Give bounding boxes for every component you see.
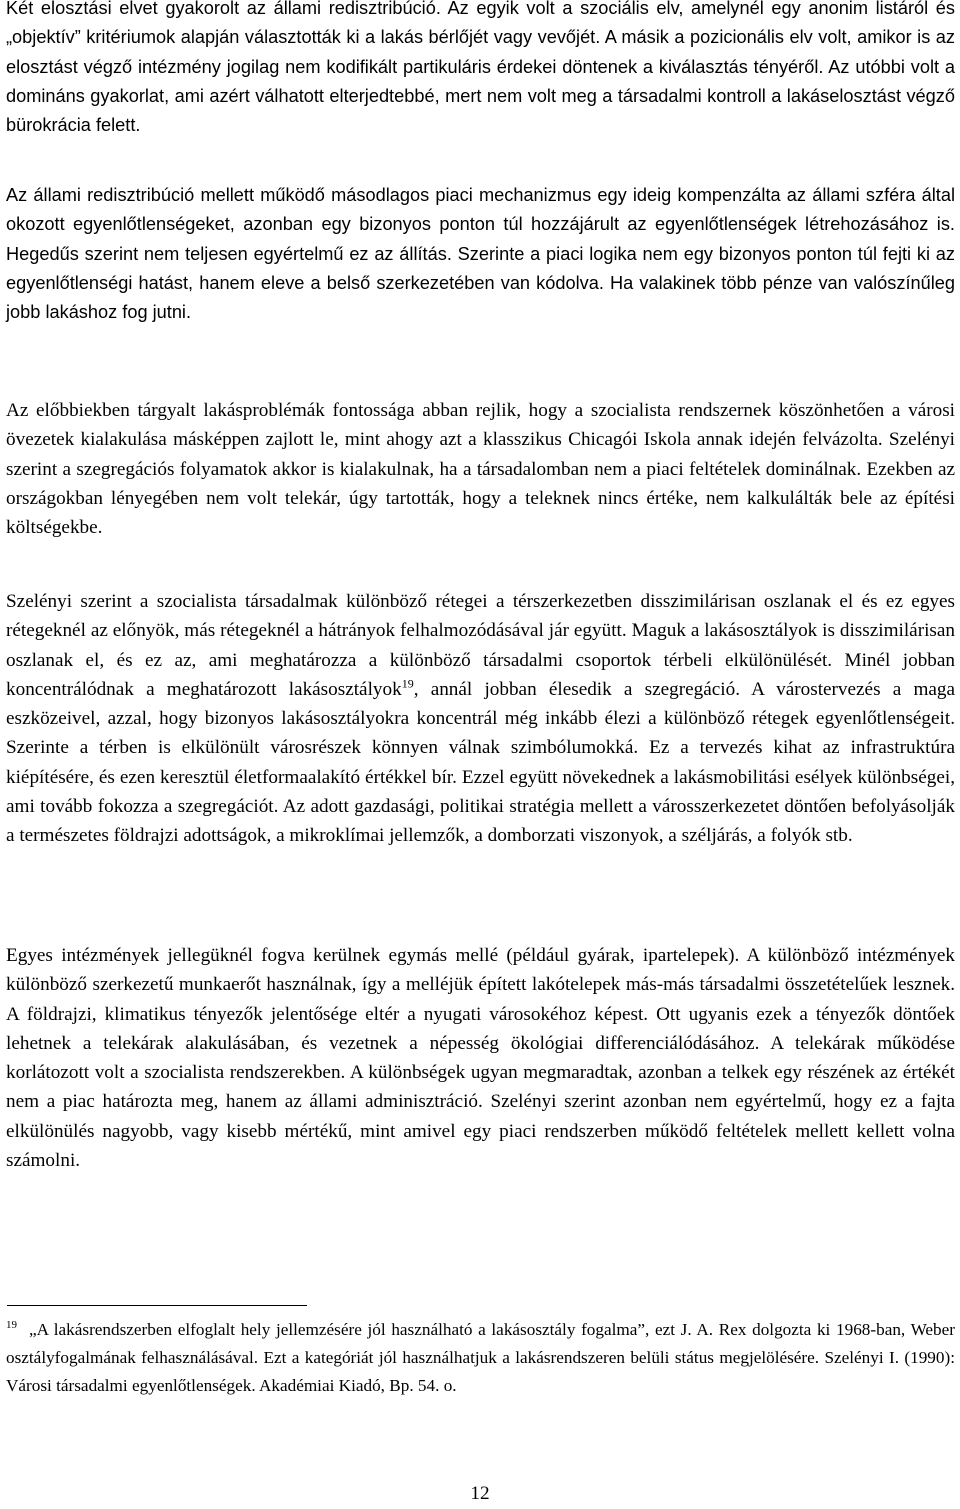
paragraph-5: Egyes intézmények jellegüknél fogva kerülnek egymás mellé (például gyárak, ipartelepek). A különböző intézmények különböző szerkezetű munkaerőt használnak, így a melléjük épített lakótelepek más-más társadalmi összetételűek lesznek. A földrajzi, klimatikus tényezők jelentősége eltér a nyugati városokéhoz képest. Ott ugyanis ezek a tényezők döntőek lehetnek a telekárak alakulásában, és vezetnek a népesség ökológiai differenciálódásához. A telekárak működése korlátozott volt a szocialista rendszerekben. A különbségek ugyan megmaradtak, azonban a telkek egy részének az értékét nem a piac határozta meg, hanem az állami adminisztráció. Szelényi szerint azonban nem egyértelmű, hogy ez a fajta elkülönülés nagyobb, vagy kisebb mértékű, mint amivel egy piaci rendszerben működő feltételek mellett kellett volna számolni. <box>6 945 955 1172</box>
footnote-number: 19 <box>6 1319 17 1332</box>
paragraph-4-part-a: Szelényi szerint a szocialista társadalmak különböző rétegei a térszerkezetben disszimilárisan oszlanak el és ez egyes rétegeknél az előnyök, más rétegeknél a hátrányok felhalmozódásával jár együtt. Maguk a lakásosztályok is disszimilárisan oszlanak el, és ez az, ami meghatározza a különböző társadalmi csoportok térbeli elkülönülését. Minél jobban koncentrálódnak a meghatározott lakásosztályok <box>6 591 955 700</box>
paragraph-1 <box>6 0 955 140</box>
paragraph-2-part-a: Az állami redisztribúció mellett működő másodlagos piaci mechanizmus egy ideig kompenzálta az állami szféra által okozott egyenlőtlenségeket, azonban egy bizonyos ponton túl hozzájárult az egyenlőtlenségek létrehozásához is. <box>6 185 955 235</box>
paragraph-2-part-b: Hegedűs szerint nem teljesen egyértelmű ez az állítás. Szerinte a piaci logika nem egy bizonyos ponton túl fejti ki az egyenlőtlenségi hatást, hanem eleve a belső szerkezetében van kódolva. Ha valakinek több pénze van valószínűleg jobb lakáshoz fog jutni. <box>6 243 955 323</box>
footnote-separator <box>7 1305 307 1306</box>
footnote-text: „A lakásrendszerben elfoglalt hely jellemzésére jól használható a lakásosztály fogalma”, ezt J. A. Rex dolgozta ki 1968-ban, Weber osztályfogalmának felhasználásával. Ezt a kategóriát jól használhatjuk a lakásrendszeren belüli státus megjelölésére. Szelényi I. (1990): Városi társadalmi egyenlőtlenségek. Akadémiai Kiadó, Bp. 54. o. <box>6 1320 955 1396</box>
paragraph-2 <box>6 181 955 327</box>
paragraph-4-part-b: , annál jobban élesedik a szegregáció. A várostervezés a maga eszközeivel, azzal, hogy bizonyos lakásosztályokra koncentrál még inkább élezi a különböző rétegek egyenlőtlenségeit. Szerinte a térben is elkülönült városrészek könnyen válnak szimbólumokká. Ez a tervezés kihat az infrastruktúra kiépítésére, és ezen keresztül életformaalakító értékkel bír. Ezzel együtt növekednek a lakásmobilitási esélyek különbségei, ami tovább fokozza a szegregációt. Az adott gazdasági, politikai stratégia mellett a városszerkezetet döntően befolyásolják a természetes földrajzi adottságok, a mikroklímai jellemzők, a domborzati viszonyok, a széljárás, a folyók stb. <box>6 678 956 847</box>
paragraph-3: Az előbbiekben tárgyalt lakásproblémák fontossága abban rejlik, hogy a szocialista rendszernek köszönhetően a városi övezetek kialakulása másképpen zajlott le, mint ahogy azt a klasszikus Chicagói Iskola annak idején felvázolta. Szelényi szerint a szegregációs folyamatok akkor is kialakulnak, ha a társadalomban nem a piaci feltételek dominálnak. Ezekben az országokban lényegében nem volt telekár, úgy tartották, hogy a teleknek nincs értéke, nem kalkulálták bele az építési költségekbe. <box>6 400 955 539</box>
paragraph-1-part-a: Két elosztási elvet gyakorolt az állami redisztribúció. Az egyik volt a szociális elv, amelynél egy anonim listáról és „objektív” kritériumok alapján választották ki a lakás bérlőjét vagy vevőjét. A másik a pozicionális elv volt, amikor is az elosztást végző intézmény jogilag nem kodifikált partikuláris érdekei döntenek a kiválasztás tényéről. <box>6 0 955 77</box>
page-number: 12 <box>470 1483 490 1504</box>
paragraph-1-part-b: Az utóbbi volt a domináns gyakorlat, ami azért válhatott elterjedtebbé, mert nem volt meg a társadalmi kontroll a lakáselosztást végző bürokrácia felett. <box>6 56 955 136</box>
paragraph-4 <box>6 587 955 851</box>
footnote <box>6 1316 955 1401</box>
footnote-reference[interactable]: 19 <box>401 676 414 691</box>
